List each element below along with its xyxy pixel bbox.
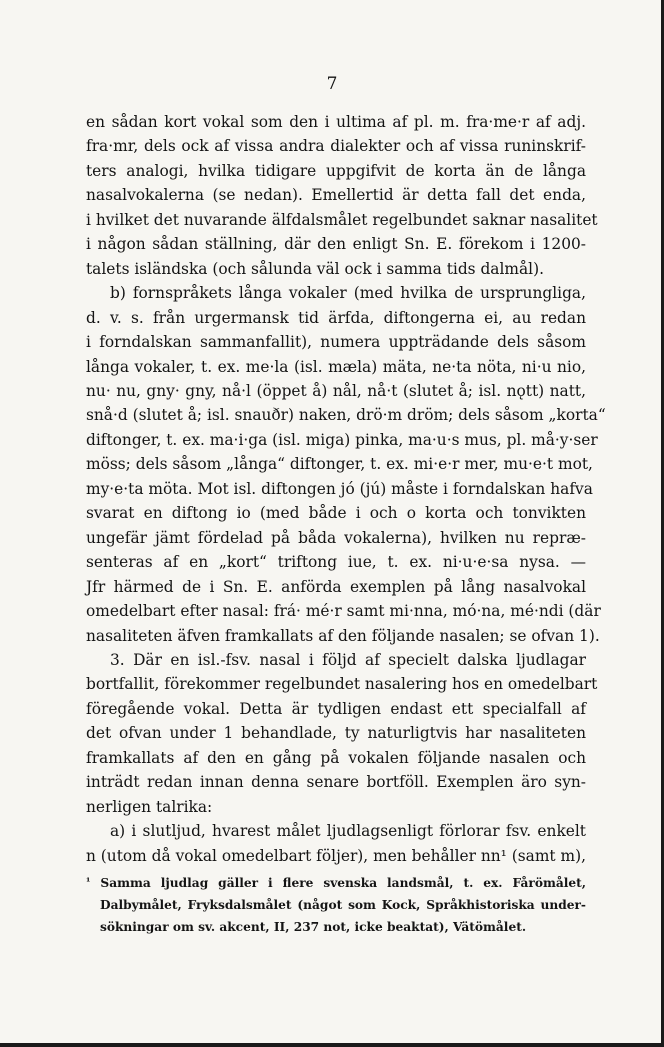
text-line: nu· nu, gny· gny, nå·l (öppet å) nål, nå·t (slutet å; isl. nǫtt) natt, (86, 381, 586, 400)
text-line: n (utom då vokal omedelbart följer), men behåller nn¹ (samt m), (86, 846, 586, 865)
text-line: i forndalskan sammanfallit), numera uppträdande dels såsom (86, 333, 586, 352)
text-line: 3. Där en isl.-fsv. nasal i följd af specielt dalska ljudlagar (110, 650, 586, 669)
text-line: nerligen talrika: (86, 797, 213, 816)
footnote-line (86, 872, 586, 894)
footnote-line: sökningar om sv. akcent, II, 237 not, icke beaktat), Vätömålet. (100, 920, 527, 934)
text-line: senteras af en „kort“ triftong iue, t. ex. ni·u·e·sa nysa. — (86, 553, 586, 572)
text-line: fra·mr, dels ock af vissa andra dialekter och af vissa runinskrif- (86, 137, 586, 156)
text-line: b) fornspråkets långa vokaler (med hvilka de ursprungliga, (110, 284, 586, 303)
text-line: ungefär jämt fördelad på båda vokalerna), hvilken nu repræ- (86, 528, 586, 547)
text-line: omedelbart efter nasal: frá· mé·r samt mi·nna, mó·na, mé·ndi (där (86, 602, 601, 621)
text-line: möss; dels såsom „långa“ diftonger, t. ex. mi·e·r mer, mu·e·t mot, (86, 455, 593, 474)
text-line: i någon sådan ställning, där den enligt Sn. E. förekom i 1200- (86, 235, 586, 254)
text-line: det ofvan under 1 behandlade, ty naturligtvis har nasaliteten (86, 724, 586, 743)
footnote-text: Samma ljudlag gäller i flere svenska landsmål, t. ex. Fårömålet, (100, 876, 586, 890)
text-line: bortfallit, förekommer regelbundet nasalering hos en omedelbart (86, 675, 598, 694)
text-line: my·e·ta möta. Mot isl. diftongen jó (jú) måste i forndalskan hafva (86, 479, 593, 498)
text-line: en sådan kort vokal som den i ultima af pl. m. fra·me·r af adj. (86, 113, 586, 131)
footnote-marker: ¹ (86, 877, 91, 888)
text-line: diftonger, t. ex. ma·i·ga (isl. miga) pinka, ma·u·s mus, pl. må·y·ser (86, 430, 598, 449)
footnote-line: Dalbymålet, Fryksdalsmålet (något som Kock, Språkhistoriska under- (100, 898, 586, 912)
text-line: Jfr härmed de i Sn. E. anförda exemplen på lång nasalvokal (86, 577, 586, 596)
text-line: nasaliteten äfven framkallats af den följande nasalen; se ofvan 1). (86, 626, 600, 645)
body-text (86, 110, 606, 868)
text-line: d. v. s. från urgermansk tid ärfda, diftongerna ei, au redan (86, 308, 586, 327)
text-line: a) i slutljud, hvarest målet ljudlagsenligt förlorar fsv. enkelt (110, 822, 586, 841)
text-line: svarat en diftong io (med både i och o korta och tonvikten (86, 504, 586, 523)
text-line: talets isländska (och sålunda väl ock i samma tids dalmål). (86, 259, 544, 278)
page-number: 7 (326, 74, 338, 94)
text-line: inträdt redan innan denna senare bortföll. Exemplen äro syn- (86, 773, 586, 792)
text-line: föregående vokal. Detta är tydligen endast ett specialfall af (86, 699, 586, 718)
text-line: ters analogi, hvilka tidigare uppgifvit de korta än de långa (86, 161, 586, 180)
footnote (86, 872, 586, 938)
text-line: framkallats af den en gång på vokalen följande nasalen och (86, 748, 586, 767)
text-line: nasalvokalerna (se nedan). Emellertid är detta fall det enda, (86, 186, 586, 205)
text-line: snå·d (slutet å; isl. snauðr) naken, drö·m dröm; dels såsom „korta“ (86, 406, 606, 425)
page-edge-bottom (0, 1043, 664, 1047)
text-line: i hvilket det nuvarande älfdalsmålet regelbundet saknar nasalitet (86, 210, 598, 229)
text-line: långa vokaler, t. ex. me·la (isl. mæla) mäta, ne·ta nöta, ni·u nio, (86, 357, 586, 376)
